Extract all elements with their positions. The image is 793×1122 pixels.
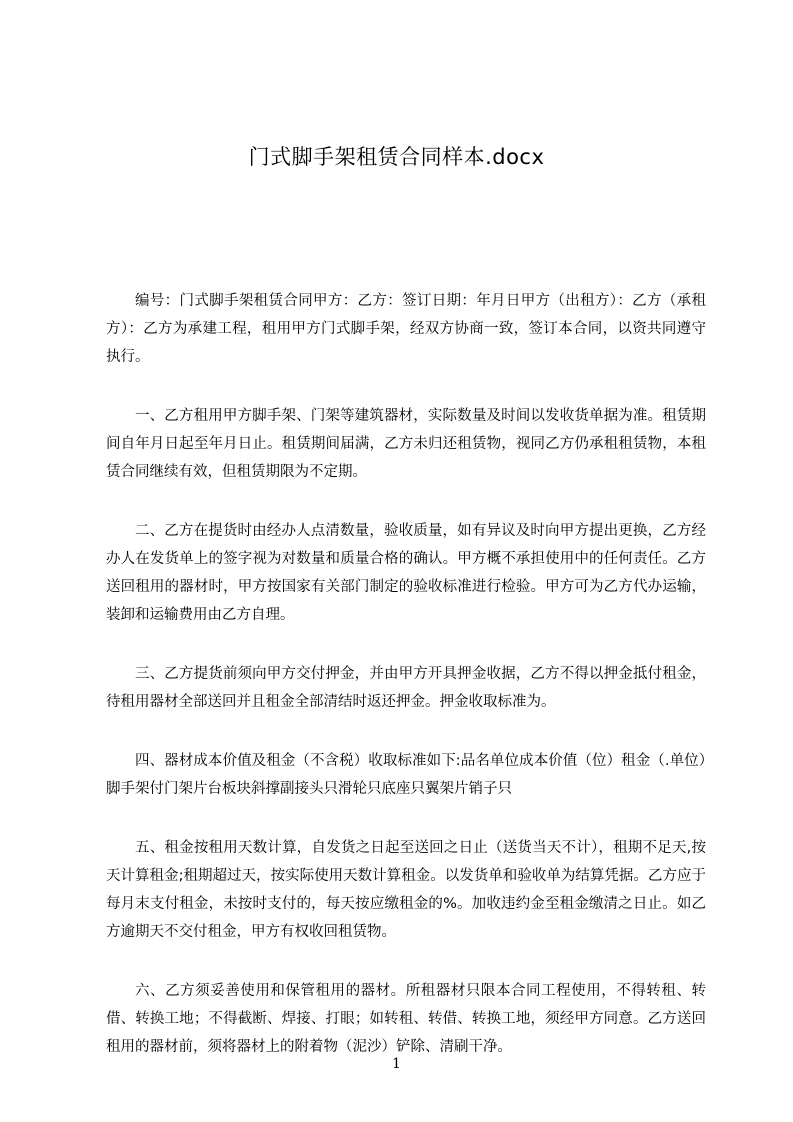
paragraph-clause-1: 一、乙方租用甲方脚手架、门架等建筑器材，实际数量及时间以发收货单据为准。租赁期间自年月日起至年月日止。租赁期间届满，乙方未归还租赁物，视同乙方仍承租租赁物，本租赁合同继续有效，但租赁期限为不定期。 [106, 408, 706, 480]
paragraph-preamble: 编号：门式脚手架租赁合同甲方：乙方：签订日期：年月日甲方（出租方）：乙方（承租方）：乙方为承建工程，租用甲方门式脚手架，经双方协商一致，签订本合同，以资共同遵守执行。 [106, 293, 706, 365]
paragraph-clause-3: 三、乙方提货前须向甲方交付押金，并由甲方开具押金收据，乙方不得以押金抵付租金，待租用器材全部送回并且租金全部清结时返还押金。押金收取标准为。 [106, 666, 706, 710]
paragraph-clause-6: 六、乙方须妥善使用和保管租用的器材。所租器材只限本合同工程使用，不得转租、转借、转换工地；不得截断、焊接、打眼；如转租、转借、转换工地，须经甲方同意。乙方送回租用的器材前，须将器材上的附着物（泥沙）铲除、清刷干净。 [106, 983, 706, 1055]
document-body [106, 287, 706, 1092]
document-title: 门式脚手架租赁合同样本.docx [248, 145, 545, 169]
page-number: 1 [392, 1056, 401, 1072]
paragraph-clause-2: 二、乙方在提货时由经办人点清数量，验收质量，如有异议及时向甲方提出更换，乙方经办人在发货单上的签字视为对数量和质量合格的确认。甲方概不承担使用中的任何责任。乙方送回租用的器材时，甲方按国家有关部门制定的验收标准进行检验。甲方可为乙方代办运输，装卸和运输费用由乙方自理。 [106, 523, 706, 623]
paragraph-clause-5: 五、租金按租用天数计算，自发货之日起至送回之日止（送货当天不计），租期不足天,按天计算租金;租期超过天，按实际使用天数计算租金。以发货单和验收单为结算凭据。乙方应于每月末支付租金，未按时支付的，每天按应缴租金的%。加收违约金至租金缴清之日止。如乙方逾期天不交付租金，甲方有权收回租赁物。 [106, 840, 706, 940]
paragraph-clause-4: 四、器材成本价值及租金（不含税）收取标准如下:品名单位成本价值（位）租金（.单位）脚手架付门架片台板块斜撑副接头只滑轮只底座只翼架片销子只 [106, 753, 706, 797]
